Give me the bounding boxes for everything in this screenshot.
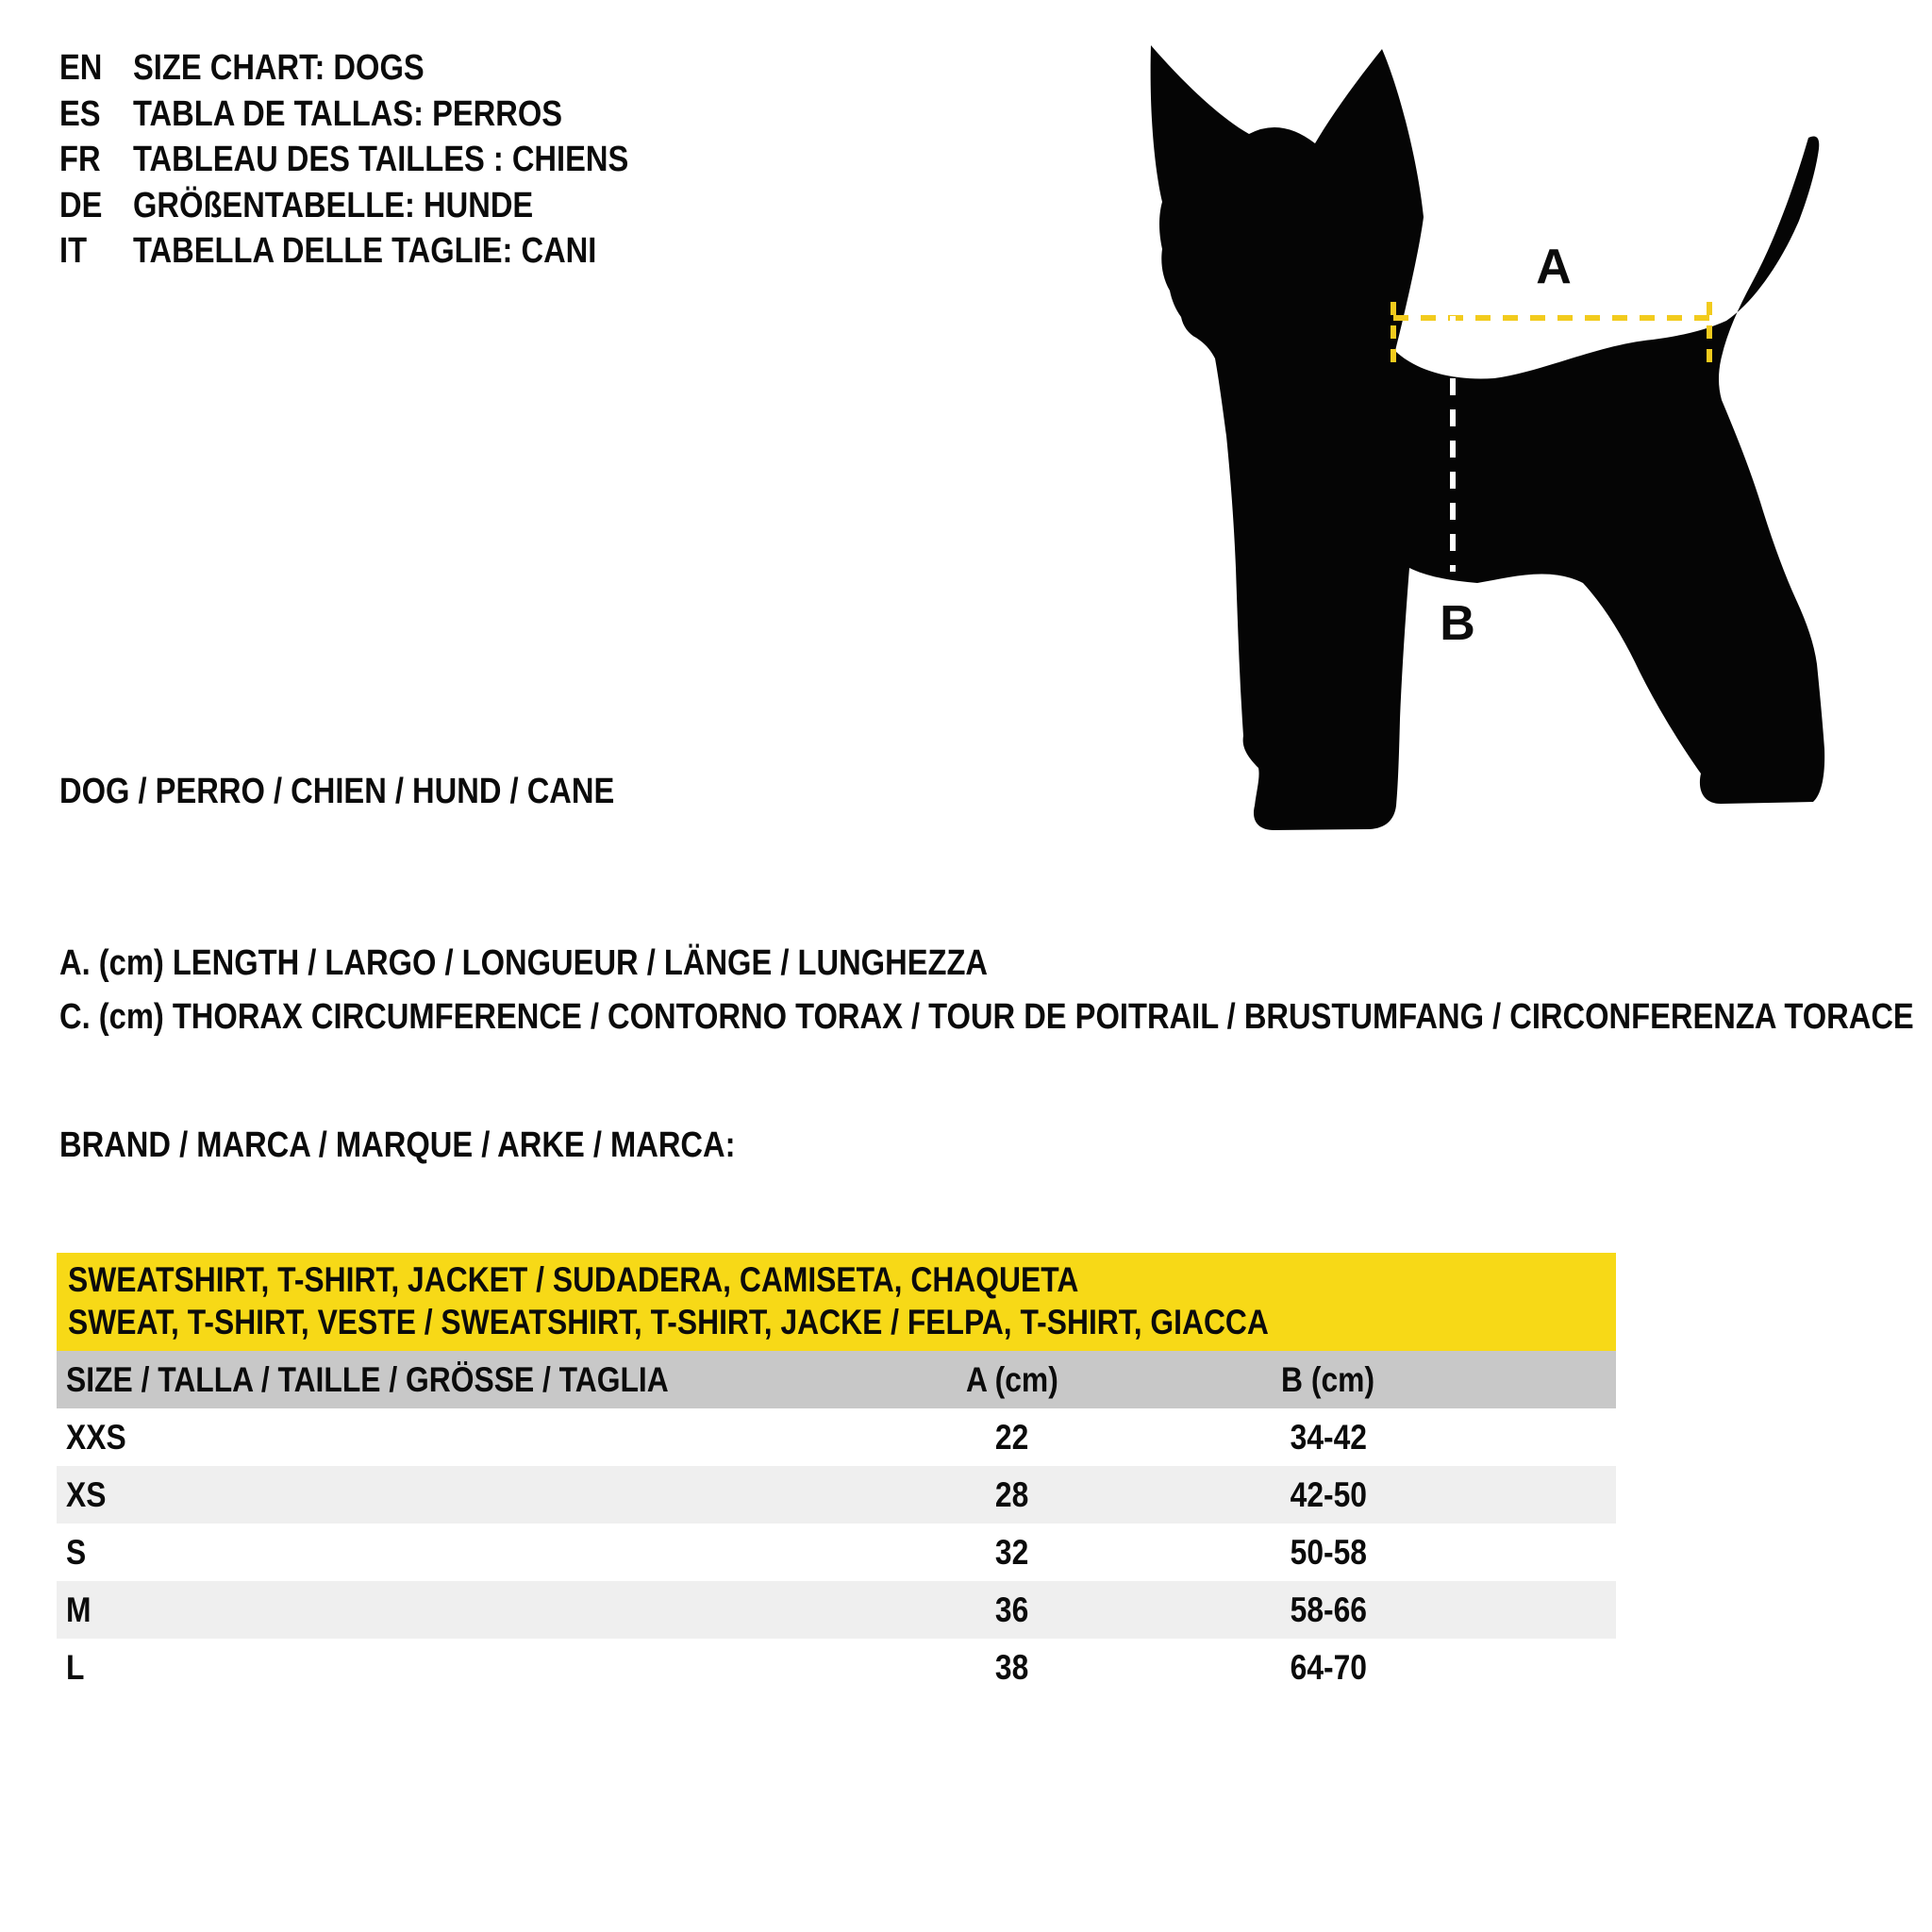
figure-caption-text: DOG / PERRO / CHIEN / HUND / CANE (59, 772, 615, 811)
banner-line-2: SWEAT, T-SHIRT, VESTE / SWEATSHIRT, T-SHIRT, JACKE / FELPA, T-SHIRT, GIACCA (68, 1303, 1269, 1341)
cell-a-cm: 28 (995, 1474, 1029, 1514)
cell-a-cm: 38 (995, 1647, 1029, 1687)
measurement-legend (59, 937, 1932, 1044)
table-body (57, 1408, 1616, 1696)
table-header-row (57, 1351, 1616, 1408)
banner-line-1: SWEATSHIRT, T-SHIRT, JACKET / SUDADERA, CAMISETA, CHAQUETA (68, 1260, 1079, 1299)
cell-size: M (66, 1590, 92, 1629)
cell-b-cm: 42-50 (1290, 1474, 1367, 1514)
table-row (57, 1581, 1616, 1639)
language-title: TABLEAU DES TAILLES : CHIENS (133, 140, 629, 179)
measurement-line-a: A. (cm) LENGTH / LARGO / LONGUEUR / LÄNGE / LUNGHEZZA (59, 943, 989, 983)
measure-b-label: B (1440, 596, 1475, 651)
cell-size: XXS (66, 1417, 126, 1457)
column-header-size: SIZE / TALLA / TAILLE / GRÖSSE / TAGLIA (66, 1359, 669, 1399)
cell-b-cm: 58-66 (1290, 1590, 1367, 1629)
dog-figure (849, 28, 1887, 840)
language-title: TABLA DE TALLAS: PERROS (133, 93, 563, 134)
language-code: ES (59, 93, 101, 134)
cell-size: XS (66, 1474, 107, 1514)
brand-line (59, 1125, 845, 1166)
table-row (57, 1524, 1616, 1581)
language-code: FR (59, 140, 101, 179)
cell-a-cm: 22 (995, 1417, 1029, 1457)
language-row (59, 137, 709, 183)
brand-line-text: BRAND / MARCA / MARQUE / ARKE / MARCA: (59, 1125, 736, 1165)
cell-b-cm: 64-70 (1290, 1647, 1367, 1687)
cell-b-cm: 50-58 (1290, 1532, 1367, 1572)
table-banner (57, 1253, 1616, 1351)
cell-b-cm: 34-42 (1290, 1417, 1367, 1457)
column-header-b: B (cm) (1281, 1359, 1375, 1399)
language-list (59, 45, 709, 275)
column-header-a: A (cm) (966, 1359, 1058, 1399)
language-code: DE (59, 185, 103, 225)
language-row (59, 92, 709, 138)
language-title: TABELLA DELLE TAGLIE: CANI (133, 231, 597, 271)
table-row (57, 1466, 1616, 1524)
cell-a-cm: 32 (995, 1532, 1029, 1572)
size-table (57, 1253, 1616, 1696)
language-code: EN (59, 48, 103, 88)
cell-size: L (66, 1647, 85, 1687)
language-row (59, 183, 709, 229)
measure-a-label: A (1536, 240, 1572, 294)
figure-caption (59, 772, 705, 812)
measurement-line-c: C. (cm) THORAX CIRCUMFERENCE / CONTORNO TORAX / TOUR DE POITRAIL / BRUSTUMFANG / CIRCONFERENZA TORACE (59, 997, 1914, 1037)
language-code: IT (59, 231, 88, 271)
language-row (59, 228, 709, 275)
table-row (57, 1639, 1616, 1696)
language-row (59, 45, 709, 92)
language-title: GRÖßENTABELLE: HUNDE (133, 185, 534, 225)
table-row (57, 1408, 1616, 1466)
cell-size: S (66, 1532, 87, 1572)
cell-a-cm: 36 (995, 1590, 1029, 1629)
language-title: SIZE CHART: DOGS (133, 48, 425, 88)
dog-silhouette-icon (1151, 45, 1825, 830)
